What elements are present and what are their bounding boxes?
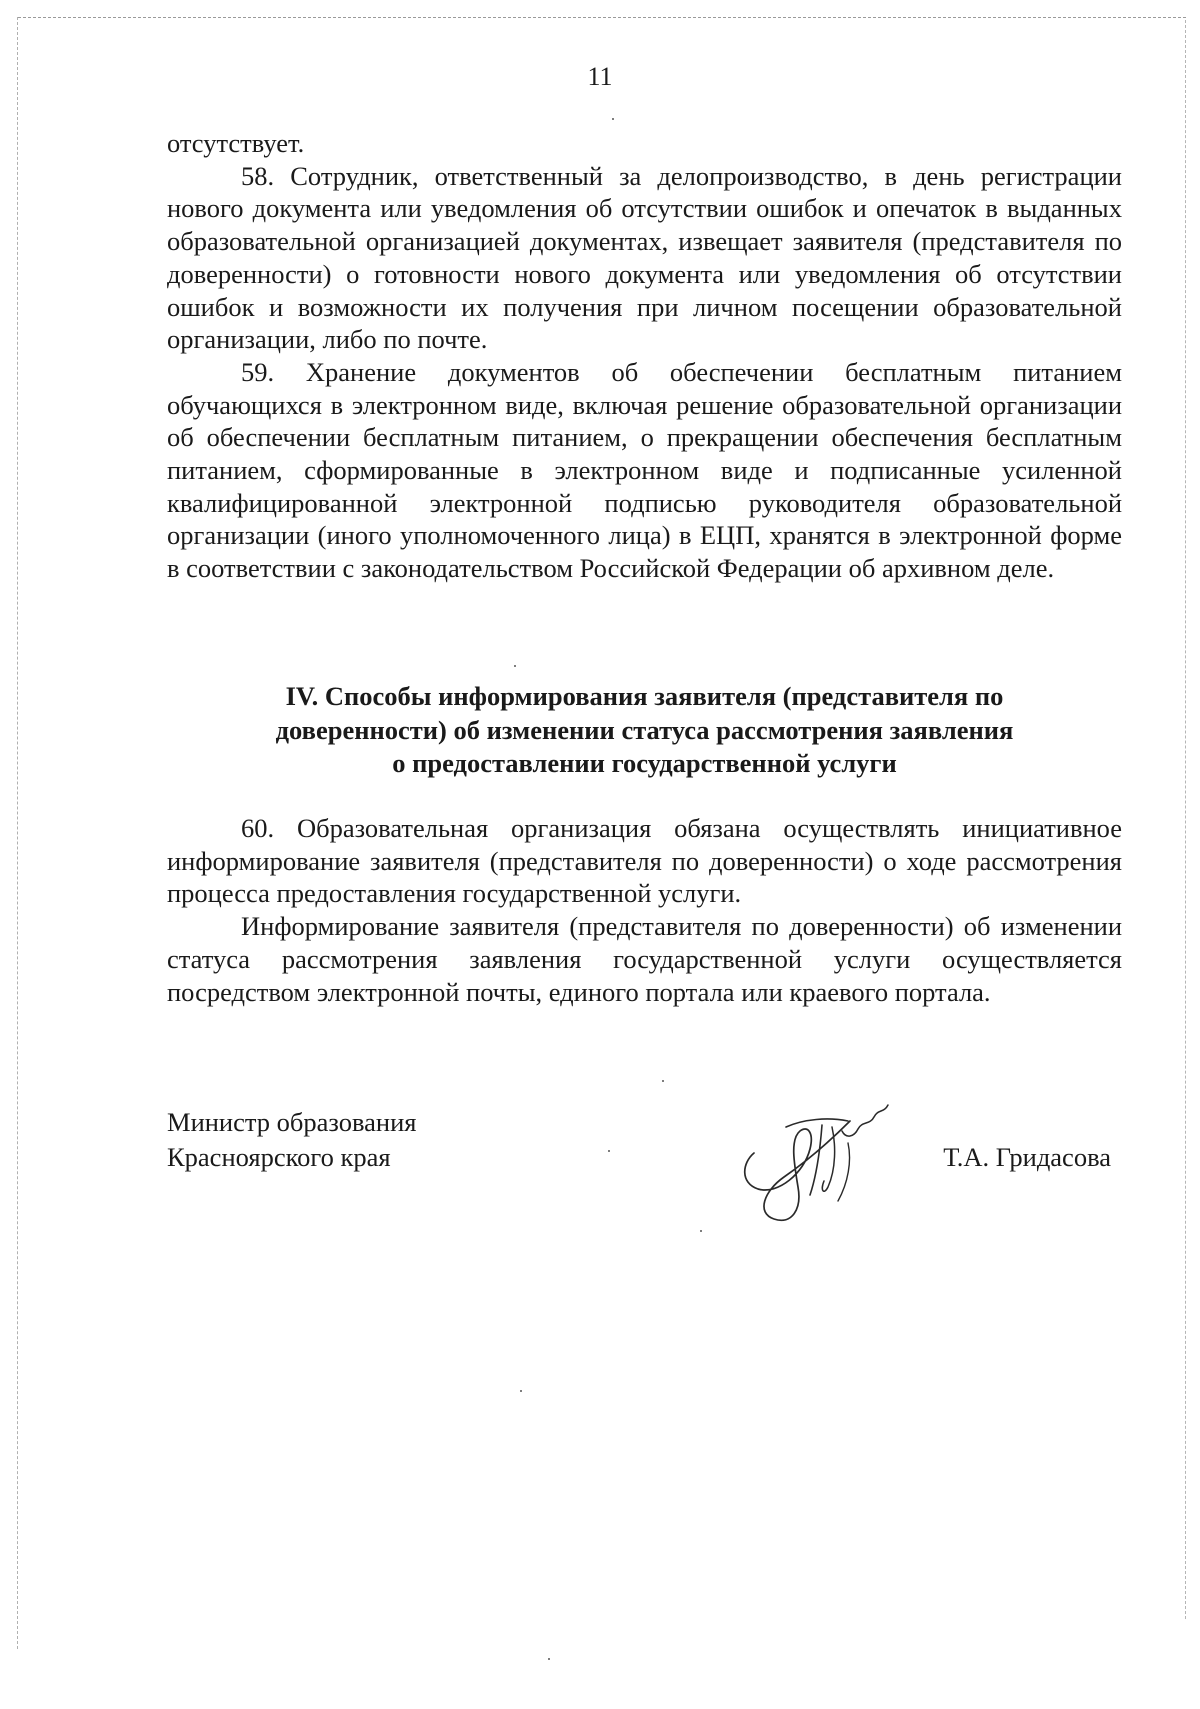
handwritten-signature — [724, 1091, 899, 1231]
scan-speck — [662, 1080, 664, 1082]
scan-speck — [548, 1658, 550, 1660]
signature-block — [167, 1105, 1122, 1235]
scan-border-left — [17, 17, 18, 1649]
scan-speck — [520, 1390, 522, 1392]
signer-title-line-2: Красноярского края — [167, 1142, 391, 1172]
scan-speck — [514, 665, 516, 667]
signer-title — [167, 1105, 416, 1175]
body-text-top — [167, 127, 1122, 585]
section-heading-line-3: о предоставлении государственной услуги — [392, 748, 897, 778]
paragraph-60: 60. Образовательная организация обязана осуществлять инициативное информирование заявителя (представителя по доверенности) о ходе рассмотрения процесса предоставления государственной услуги. — [167, 813, 1122, 909]
paragraph-58: 58. Сотрудник, ответственный за делопроизводство, в день регистрации нового документа или уведомления об отсутствии ошибок и опечаток в выданных образовательной организацией документах, извещает заявителя (представителя по доверенности) о готовности нового документа или уведомления об отсутствии ошибок и возможности их получения при личном посещении образовательной организации, либо по почте. — [167, 160, 1122, 355]
paragraph-informing: Информирование заявителя (представителя по доверенности) об изменении статуса рассмотрения заявления государственной услуги осуществляется посредством электронной почты, единого портала или краевого портала. — [167, 911, 1122, 1007]
scan-speck — [612, 118, 614, 120]
scan-speck — [700, 1230, 702, 1232]
page-number: 11 — [587, 62, 613, 91]
signer-title-line-1: Министр образования — [167, 1107, 417, 1137]
paragraph-59: 59. Хранение документов об обеспечении бесплатным питанием обучающихся в электронном виде, включая решение образовательной организации об обеспечении бесплатным питанием, о прекращении обеспечения бесплатным питанием, сформированные в электронном виде и подписанные усиленной квалифицированной электронной подписью руководителя образовательной организации (иного уполномоченного лица) в ЕЦП, хранятся в электронной форме в соответствии с законодательством Российской Федерации об архивном деле. — [167, 356, 1122, 584]
body-text-bottom — [167, 812, 1122, 1008]
section-heading — [167, 680, 1122, 781]
scan-border-right — [1185, 20, 1186, 1619]
paragraph-continuation: отсутствует. — [167, 128, 305, 158]
signer-name: Т.А. Гридасова — [943, 1142, 1111, 1172]
section-heading-line-1: IV. Способы информирования заявителя (представителя по — [285, 681, 1004, 711]
scan-border-top — [18, 17, 1186, 18]
scan-speck — [608, 1150, 610, 1152]
section-heading-line-2: доверенности) об изменении статуса рассмотрения заявления — [275, 714, 1014, 745]
